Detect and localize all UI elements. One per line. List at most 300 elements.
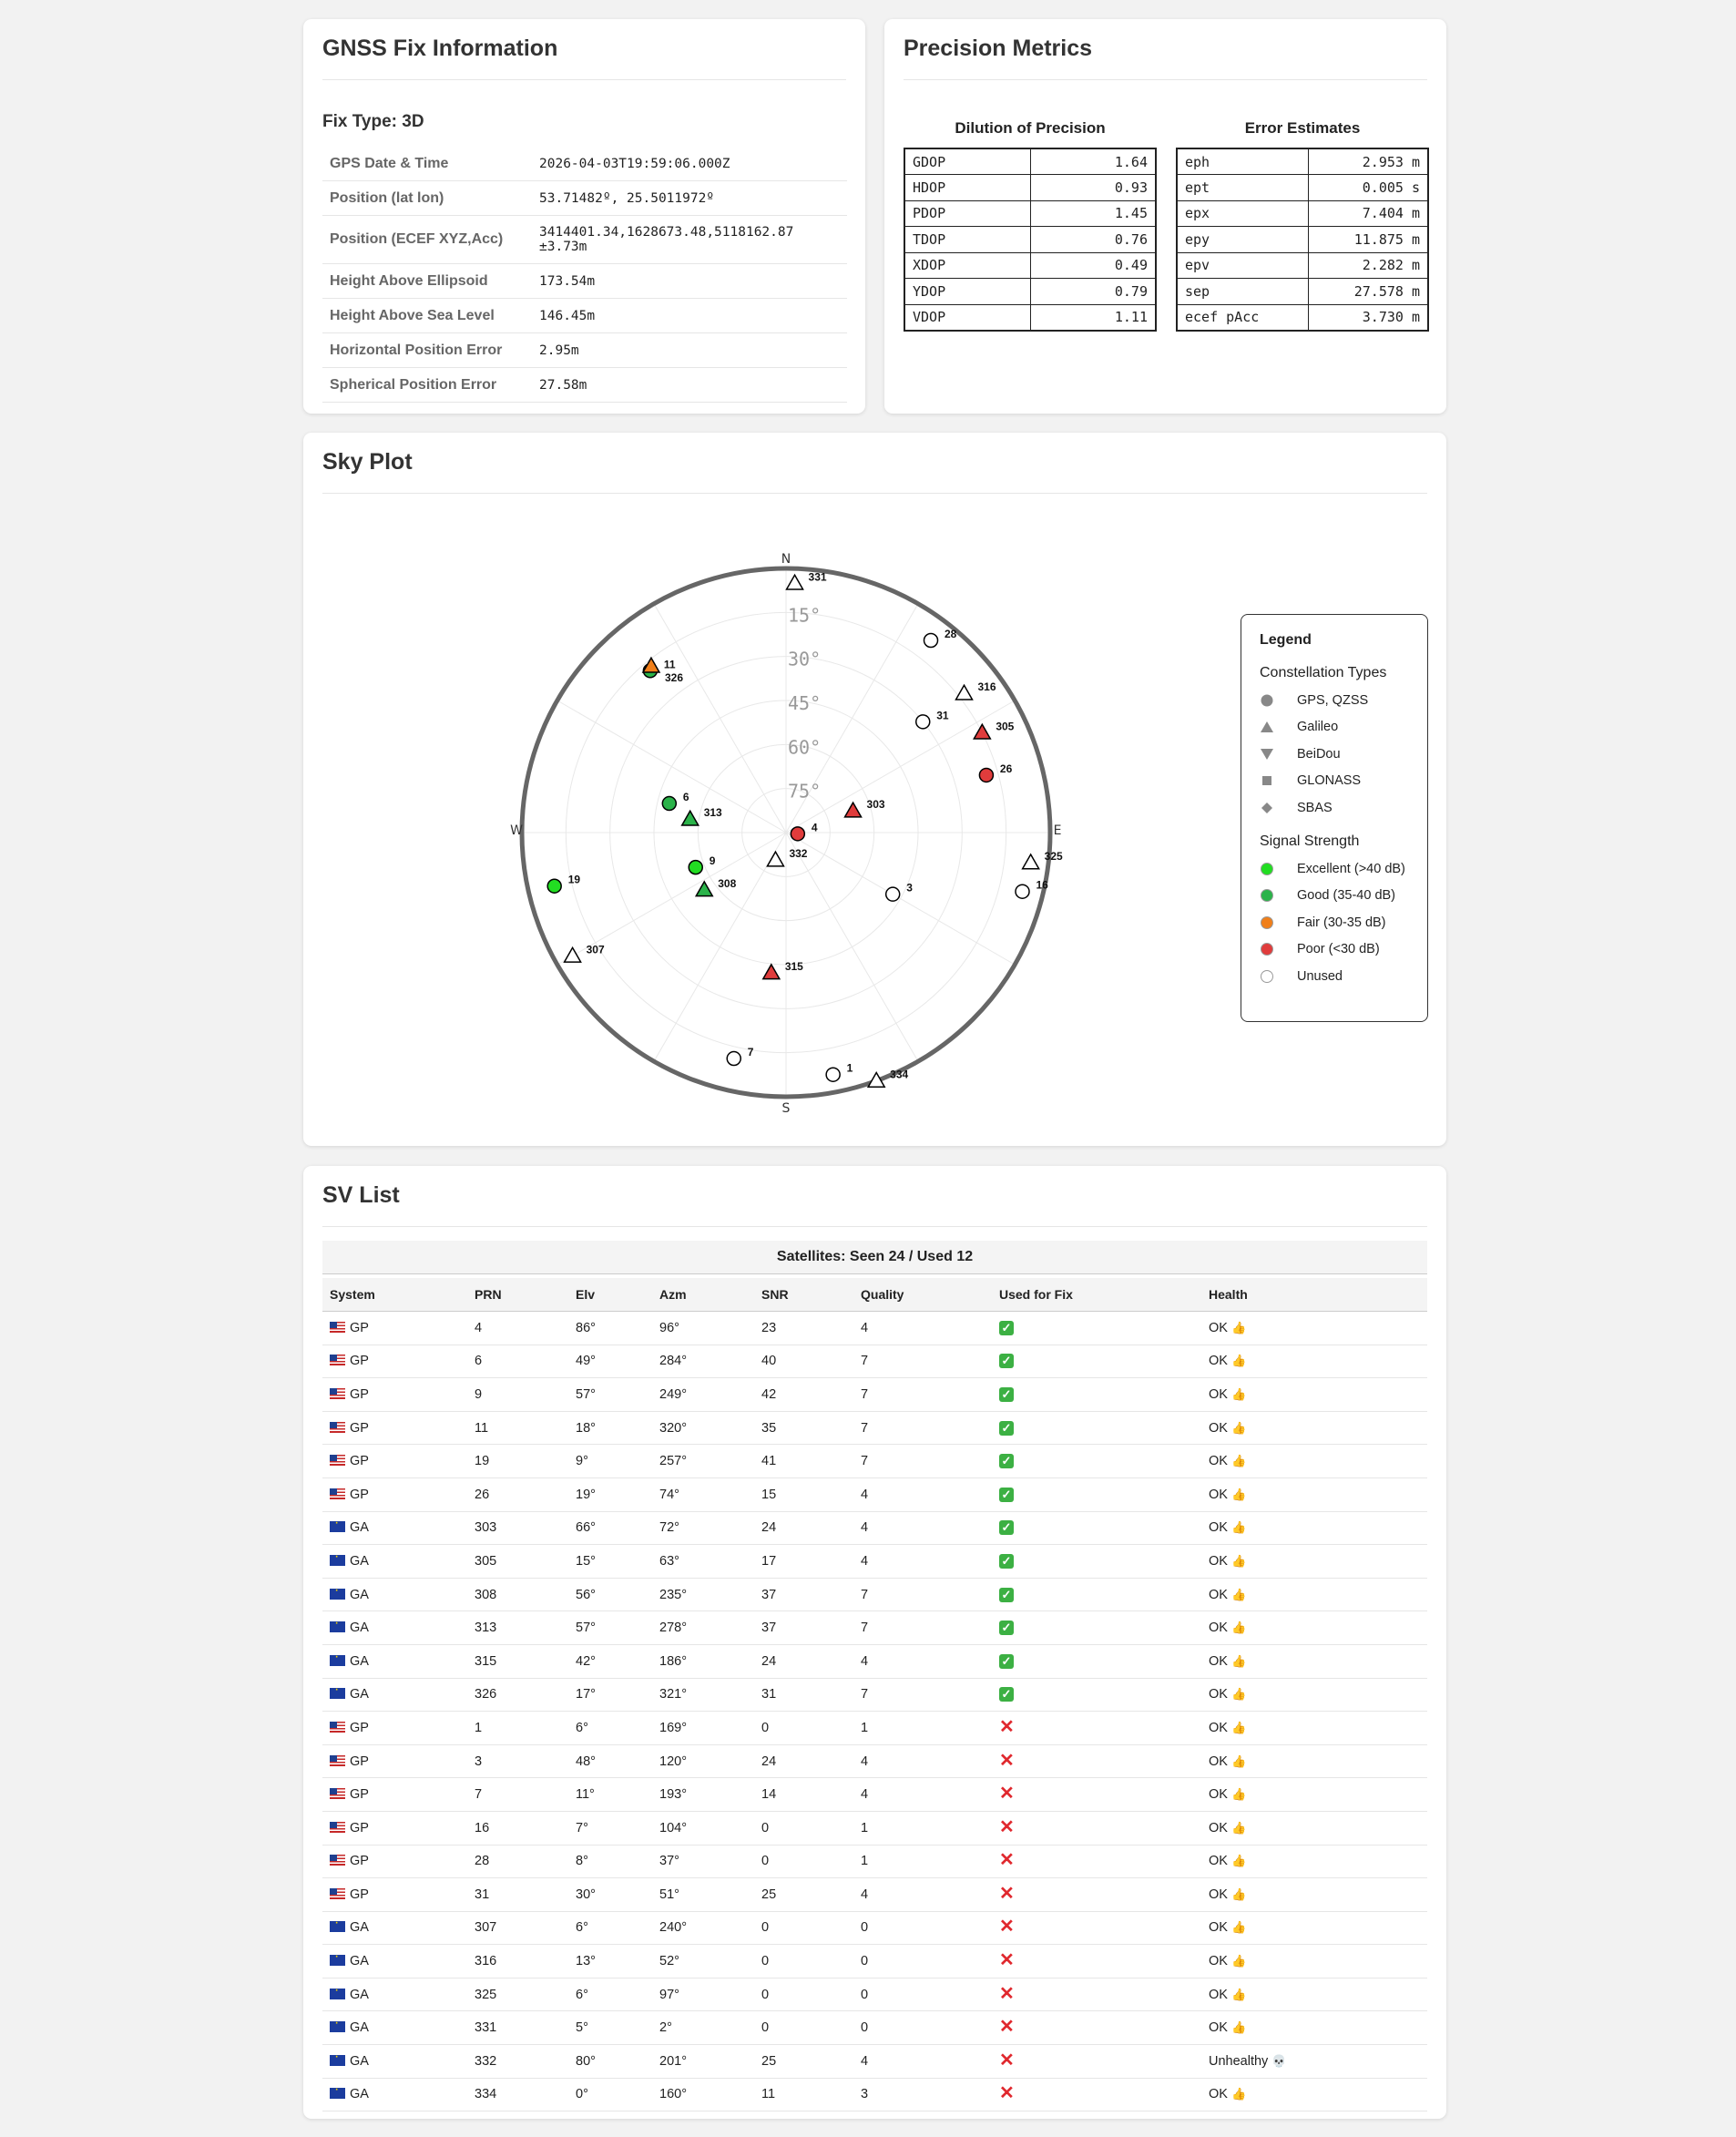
- fix-key: Position (ECEF XYZ,Acc): [322, 216, 532, 264]
- header-snr: SNR: [754, 1278, 853, 1312]
- cell-used: [992, 1712, 1201, 1745]
- error-value: 3.730 m: [1309, 304, 1428, 331]
- us-flag-icon: [330, 1422, 345, 1433]
- fix-value: [532, 216, 847, 264]
- circle-icon: [1260, 862, 1274, 876]
- cell-azm: 96°: [652, 1312, 754, 1345]
- cell-azm: 63°: [652, 1545, 754, 1579]
- gps-satellite-marker: [916, 715, 930, 729]
- cell-snr: 14: [754, 1778, 853, 1812]
- cell-snr: 0: [754, 1978, 853, 2011]
- system-code: GP: [350, 1820, 369, 1835]
- cell-system: [322, 1678, 467, 1712]
- cell-elv: 66°: [568, 1511, 652, 1545]
- cell-health: [1201, 1744, 1427, 1778]
- cell-prn: 28: [467, 1845, 568, 1878]
- system-code: GP: [350, 1487, 369, 1502]
- error-value: 2.282 m: [1309, 252, 1428, 279]
- cell-prn: 6: [467, 1345, 568, 1378]
- cell-snr: 11: [754, 2078, 853, 2111]
- cell-quality: 7: [853, 1578, 992, 1611]
- satellite-prn-label: 316: [977, 680, 996, 694]
- legend-item-gps: [1260, 690, 1368, 711]
- fix-info-title: GNSS Fix Information: [322, 36, 558, 61]
- cell-snr: 23: [754, 1312, 853, 1345]
- cell-prn: 331: [467, 2011, 568, 2045]
- azimuth-spoke: [654, 833, 786, 1061]
- cell-snr: 35: [754, 1411, 853, 1445]
- cell-health: [1201, 1911, 1427, 1945]
- thumbs-up-icon: 👍: [1231, 1787, 1247, 1802]
- cell-quality: 0: [853, 1945, 992, 1979]
- error-key: ept: [1177, 175, 1309, 201]
- table-row: [322, 1712, 1427, 1745]
- system-code: GP: [350, 1720, 369, 1735]
- cell-azm: 160°: [652, 2078, 754, 2111]
- sky-plot-svg: [303, 433, 1214, 1146]
- fix-value: 146.45m: [532, 299, 847, 333]
- legend-label: Galileo: [1297, 720, 1339, 734]
- dop-value: 0.49: [1030, 252, 1156, 279]
- thumbs-up-icon: 👍: [1231, 2087, 1247, 2101]
- sv-table-header: [322, 1278, 1427, 1312]
- direction-label: W: [510, 823, 523, 838]
- table-row: [322, 1978, 1427, 2011]
- cell-elv: 86°: [568, 1312, 652, 1345]
- triangle-down-icon: [1260, 747, 1274, 762]
- gps-satellite-marker: [886, 887, 900, 901]
- cell-quality: 0: [853, 2011, 992, 2045]
- cell-azm: 120°: [652, 1744, 754, 1778]
- check-icon: ✓: [999, 1454, 1014, 1468]
- cell-elv: 56°: [568, 1578, 652, 1611]
- cell-prn: 4: [467, 1312, 568, 1345]
- table-row: [322, 1644, 1427, 1678]
- dop-key: GDOP: [904, 148, 1030, 175]
- cell-used: [992, 1411, 1201, 1445]
- cell-system: [322, 1477, 467, 1511]
- cell-snr: 15: [754, 1477, 853, 1511]
- satellite-prn-label: 334: [890, 1068, 909, 1081]
- system-code: GP: [350, 1886, 369, 1902]
- error-key: ecef pAcc: [1177, 304, 1309, 331]
- error-key: eph: [1177, 148, 1309, 175]
- cell-used: [992, 2011, 1201, 2045]
- cell-azm: 52°: [652, 1945, 754, 1979]
- sv-table-body: [322, 1312, 1427, 2111]
- cell-health: [1201, 2011, 1427, 2045]
- sv-table-caption-row: [322, 1241, 1427, 1274]
- us-flag-icon: [330, 1855, 345, 1866]
- header-elv: Elv: [568, 1278, 652, 1312]
- thumbs-up-icon: 👍: [1231, 1653, 1247, 1668]
- cell-quality: 4: [853, 1744, 992, 1778]
- satellite-prn-label: 19: [567, 873, 581, 886]
- sv-list-card: [303, 1166, 1446, 2119]
- cell-quality: 4: [853, 2045, 992, 2079]
- cell-snr: 24: [754, 1644, 853, 1678]
- satellite-prn-label: 3: [906, 881, 913, 895]
- cell-azm: 284°: [652, 1345, 754, 1378]
- direction-label: E: [1053, 823, 1062, 838]
- table-row: [322, 1811, 1427, 1845]
- satellite-prn-label: 331: [808, 570, 827, 584]
- table-row: [322, 1312, 1427, 1345]
- dop-key: HDOP: [904, 175, 1030, 201]
- divider: [322, 79, 846, 80]
- galileo-satellite-marker: [767, 852, 783, 866]
- fix-row: [322, 264, 847, 299]
- dop-key: YDOP: [904, 279, 1030, 305]
- legend-label: SBAS: [1297, 801, 1333, 815]
- error-key: epv: [1177, 252, 1309, 279]
- dop-row: [904, 148, 1156, 175]
- cell-quality: 4: [853, 1545, 992, 1579]
- system-code: GA: [350, 1520, 369, 1536]
- circle-icon: [1260, 888, 1274, 903]
- fix-row: [322, 368, 847, 403]
- cross-icon: ✕: [999, 1917, 1015, 1938]
- fix-row: [322, 299, 847, 333]
- health-text: OK: [1209, 1553, 1228, 1569]
- cell-used: [992, 1644, 1201, 1678]
- error-value: 27.578 m: [1309, 279, 1428, 305]
- health-text: OK: [1209, 1820, 1228, 1835]
- circle-icon: [1260, 969, 1274, 984]
- direction-label: N: [781, 552, 791, 567]
- cell-used: [992, 1312, 1201, 1345]
- us-flag-icon: [330, 1822, 345, 1833]
- cell-azm: 249°: [652, 1378, 754, 1412]
- square-icon: [1260, 773, 1274, 788]
- thumbs-up-icon: 👍: [1231, 1454, 1247, 1468]
- header-azm: Azm: [652, 1278, 754, 1312]
- health-text: OK: [1209, 1320, 1228, 1335]
- cell-quality: 7: [853, 1445, 992, 1478]
- galileo-satellite-marker: [956, 685, 973, 700]
- cell-elv: 18°: [568, 1411, 652, 1445]
- us-flag-icon: [330, 1388, 345, 1399]
- table-row: [322, 1878, 1427, 1912]
- satellite-prn-label: 1: [846, 1061, 853, 1075]
- table-row: [322, 1511, 1427, 1545]
- cell-azm: 278°: [652, 1611, 754, 1645]
- cell-azm: 193°: [652, 1778, 754, 1812]
- cell-system: [322, 1778, 467, 1812]
- health-text: Unhealthy: [1209, 2053, 1269, 2069]
- table-row: [322, 1477, 1427, 1511]
- cross-icon: ✕: [999, 1716, 1015, 1737]
- eu-flag-icon: [330, 1655, 345, 1666]
- cell-health: [1201, 1945, 1427, 1979]
- error-row: [1177, 227, 1428, 253]
- health-text: OK: [1209, 1587, 1228, 1602]
- gps-satellite-marker: [979, 768, 993, 782]
- cell-system: [322, 2011, 467, 2045]
- cell-snr: 25: [754, 1878, 853, 1912]
- dop-value: 0.93: [1030, 175, 1156, 201]
- cell-system: [322, 1911, 467, 1945]
- cell-health: [1201, 1845, 1427, 1878]
- direction-label: S: [781, 1101, 791, 1116]
- cell-used: [992, 1678, 1201, 1712]
- sky-plot-title: Sky Plot: [322, 449, 413, 475]
- dop-value: 1.64: [1030, 148, 1156, 175]
- cell-azm: 320°: [652, 1411, 754, 1445]
- cell-snr: 41: [754, 1445, 853, 1478]
- cell-elv: 80°: [568, 2045, 652, 2079]
- cell-azm: 2°: [652, 2011, 754, 2045]
- health-text: OK: [1209, 1653, 1228, 1669]
- thumbs-up-icon: 👍: [1231, 1386, 1247, 1401]
- fix-row: [322, 181, 847, 216]
- eu-flag-icon: [330, 1955, 345, 1966]
- dop-row: [904, 200, 1156, 227]
- legend-label: Unused: [1297, 969, 1343, 984]
- error-row: [1177, 200, 1428, 227]
- azimuth-spoke: [786, 833, 918, 1061]
- table-row: [322, 1678, 1427, 1712]
- header-health: Health: [1201, 1278, 1427, 1312]
- us-flag-icon: [330, 1322, 345, 1333]
- system-code: GP: [350, 1320, 369, 1335]
- thumbs-up-icon: 👍: [1231, 1754, 1247, 1768]
- error-key: sep: [1177, 279, 1309, 305]
- satellite-prn-label: 313: [703, 806, 722, 820]
- cell-system: [322, 1845, 467, 1878]
- cell-azm: 186°: [652, 1644, 754, 1678]
- system-code: GP: [350, 1754, 369, 1769]
- system-code: GA: [350, 1587, 369, 1602]
- dop-row: [904, 227, 1156, 253]
- cell-quality: 7: [853, 1611, 992, 1645]
- us-flag-icon: [330, 1888, 345, 1899]
- cross-icon: ✕: [999, 2083, 1015, 2104]
- sv-table-caption: Satellites: Seen 24 / Used 12: [322, 1241, 1427, 1274]
- cross-icon: ✕: [999, 1850, 1015, 1871]
- check-icon: ✓: [999, 1520, 1014, 1535]
- cell-elv: 9°: [568, 1445, 652, 1478]
- cell-snr: 25: [754, 2045, 853, 2079]
- error-key: epy: [1177, 227, 1309, 253]
- cell-prn: 1: [467, 1712, 568, 1745]
- health-text: OK: [1209, 1886, 1228, 1902]
- galileo-satellite-marker: [845, 803, 862, 817]
- cell-snr: 42: [754, 1378, 853, 1412]
- system-code: GP: [350, 1354, 369, 1369]
- legend-item-glonass: [1260, 771, 1361, 791]
- thumbs-up-icon: 👍: [1231, 1820, 1247, 1835]
- check-icon: ✓: [999, 1621, 1014, 1635]
- cell-azm: 240°: [652, 1911, 754, 1945]
- cell-elv: 17°: [568, 1678, 652, 1712]
- thumbs-up-icon: 👍: [1231, 1320, 1247, 1334]
- cell-system: [322, 1511, 467, 1545]
- dop-value: 1.45: [1030, 200, 1156, 227]
- cell-azm: 74°: [652, 1477, 754, 1511]
- system-code: GA: [350, 1920, 369, 1936]
- elevation-label: 60°: [788, 736, 822, 759]
- legend-title: Legend: [1260, 632, 1312, 648]
- dop-row: [904, 175, 1156, 201]
- eu-flag-icon: [330, 1989, 345, 1999]
- cell-health: [1201, 2045, 1427, 2079]
- error-row: [1177, 252, 1428, 279]
- divider: [904, 79, 1427, 80]
- error-table: [1176, 148, 1429, 332]
- health-text: OK: [1209, 1687, 1228, 1702]
- cell-system: [322, 1945, 467, 1979]
- cell-elv: 57°: [568, 1611, 652, 1645]
- divider: [322, 1226, 1427, 1227]
- cell-azm: 72°: [652, 1511, 754, 1545]
- eu-flag-icon: [330, 2021, 345, 2032]
- cell-prn: 9: [467, 1378, 568, 1412]
- legend-item-good: [1260, 885, 1395, 905]
- system-code: GP: [350, 1454, 369, 1469]
- gps-satellite-marker: [662, 797, 676, 811]
- thumbs-up-icon: 👍: [1231, 1420, 1247, 1435]
- cell-elv: 13°: [568, 1945, 652, 1979]
- cell-used: [992, 1578, 1201, 1611]
- check-icon: ✓: [999, 1654, 1014, 1669]
- gps-satellite-marker: [826, 1068, 840, 1081]
- cell-snr: 0: [754, 1712, 853, 1745]
- health-text: OK: [1209, 1920, 1228, 1936]
- table-row: [322, 1378, 1427, 1412]
- cell-health: [1201, 1578, 1427, 1611]
- error-key: epx: [1177, 200, 1309, 227]
- error-title: Error Estimates: [1244, 119, 1361, 137]
- cell-elv: 8°: [568, 1845, 652, 1878]
- cell-quality: 4: [853, 1644, 992, 1678]
- cell-system: [322, 1712, 467, 1745]
- us-flag-icon: [330, 1788, 345, 1799]
- cell-system: [322, 1411, 467, 1445]
- cell-health: [1201, 1378, 1427, 1412]
- dop-row: [904, 304, 1156, 331]
- dop-row: [904, 279, 1156, 305]
- dop-table: [904, 148, 1157, 332]
- cell-prn: 26: [467, 1477, 568, 1511]
- cell-elv: 48°: [568, 1744, 652, 1778]
- table-row: [322, 1911, 1427, 1945]
- cell-system: [322, 2045, 467, 2079]
- table-row: [322, 1545, 1427, 1579]
- system-code: GP: [350, 1854, 369, 1869]
- cell-prn: 31: [467, 1878, 568, 1912]
- cell-used: [992, 1511, 1201, 1545]
- cell-snr: 17: [754, 1545, 853, 1579]
- cell-prn: 307: [467, 1911, 568, 1945]
- cell-prn: 19: [467, 1445, 568, 1478]
- health-text: OK: [1209, 1987, 1228, 2002]
- fix-value: 2026-04-03T19:59:06.000Z: [532, 147, 847, 181]
- eu-flag-icon: [330, 2088, 345, 2099]
- cell-elv: 42°: [568, 1644, 652, 1678]
- circle-icon: [1260, 942, 1274, 956]
- table-row: [322, 1345, 1427, 1378]
- cell-used: [992, 2078, 1201, 2111]
- satellite-prn-label: 308: [718, 876, 737, 890]
- cell-elv: 5°: [568, 2011, 652, 2045]
- cell-prn: 308: [467, 1578, 568, 1611]
- cross-icon: ✕: [999, 1816, 1015, 1837]
- system-code: GA: [350, 1987, 369, 2002]
- us-flag-icon: [330, 1755, 345, 1766]
- azimuth-spoke: [786, 833, 1015, 965]
- satellite-prn-label: 303: [866, 798, 885, 812]
- cell-health: [1201, 1811, 1427, 1845]
- thumbs-up-icon: 👍: [1231, 1354, 1247, 1368]
- sv-list-title: SV List: [322, 1182, 400, 1208]
- dop-value: 0.79: [1030, 279, 1156, 305]
- thumbs-up-icon: 👍: [1231, 1954, 1247, 1968]
- satellite-prn-label: 7: [747, 1046, 754, 1059]
- fix-key: Height Above Sea Level: [322, 299, 532, 333]
- galileo-satellite-marker: [763, 965, 780, 979]
- fix-key: Horizontal Position Error: [322, 333, 532, 368]
- circle-icon: [1260, 915, 1274, 930]
- cell-system: [322, 2078, 467, 2111]
- cross-icon: ✕: [999, 1883, 1015, 1904]
- cell-health: [1201, 1778, 1427, 1812]
- system-code: GA: [350, 1653, 369, 1669]
- cell-prn: 313: [467, 1611, 568, 1645]
- health-text: OK: [1209, 2087, 1228, 2102]
- table-row: [322, 1578, 1427, 1611]
- health-text: OK: [1209, 1420, 1228, 1436]
- thumbs-up-icon: 👍: [1231, 1587, 1247, 1601]
- elevation-label: 30°: [788, 648, 822, 670]
- cell-system: [322, 1312, 467, 1345]
- cross-icon: ✕: [999, 1784, 1015, 1805]
- cell-elv: 49°: [568, 1345, 652, 1378]
- dop-value: 1.11: [1030, 304, 1156, 331]
- cell-health: [1201, 1312, 1427, 1345]
- satellite-prn-label: 315: [784, 959, 803, 973]
- thumbs-up-icon: 👍: [1231, 1854, 1247, 1868]
- cell-quality: 1: [853, 1845, 992, 1878]
- eu-flag-icon: [330, 1921, 345, 1932]
- error-value: 2.953 m: [1309, 148, 1428, 175]
- table-row: [322, 1945, 1427, 1979]
- error-row: [1177, 304, 1428, 331]
- cell-used: [992, 1378, 1201, 1412]
- health-text: OK: [1209, 1520, 1228, 1536]
- ecef-xyz: 3414401.34,1628673.48,5118162.87: [539, 225, 794, 240]
- cell-system: [322, 1744, 467, 1778]
- health-text: OK: [1209, 1354, 1228, 1369]
- legend-label: BeiDou: [1297, 747, 1341, 762]
- ecef-accuracy: ±3.73m: [539, 240, 587, 254]
- satellite-prn-label: 26: [999, 762, 1013, 775]
- diamond-icon: [1260, 801, 1274, 815]
- eu-flag-icon: [330, 1621, 345, 1632]
- cell-snr: 31: [754, 1678, 853, 1712]
- check-icon: ✓: [999, 1421, 1014, 1436]
- satellite-prn-label: 9: [709, 854, 716, 868]
- legend-label: Excellent (>40 dB): [1297, 862, 1405, 876]
- galileo-satellite-marker: [1023, 854, 1039, 869]
- cell-prn: 334: [467, 2078, 568, 2111]
- check-icon: ✓: [999, 1387, 1014, 1402]
- galileo-satellite-marker: [696, 882, 712, 896]
- dop-title: Dilution of Precision: [955, 119, 1106, 137]
- cell-snr: 40: [754, 1345, 853, 1378]
- error-row: [1177, 148, 1428, 175]
- cell-system: [322, 1811, 467, 1845]
